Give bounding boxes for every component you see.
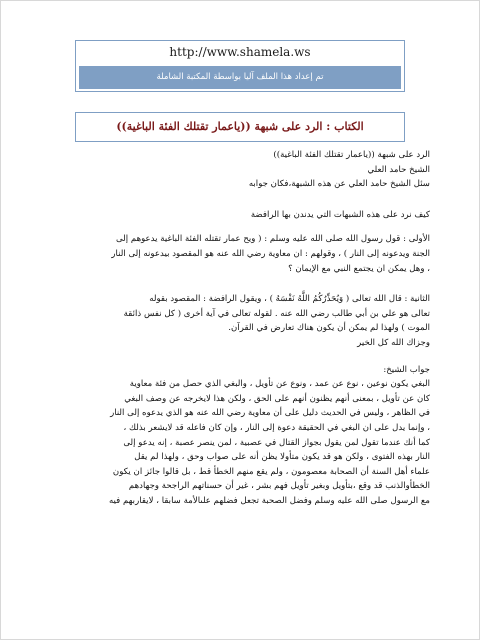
book-title-box: [75, 112, 405, 142]
shamela-header: [75, 40, 405, 92]
answer-line: البغي يكون نوعين ، نوع عن عمد ، ونوع عن تأويل ، والبغي الذي حصل من فئة معاوية: [129, 379, 430, 390]
question-second-line: الموت ) ولهذا لم يمكن أن يكون هناك تعارض في القرآن.: [228, 323, 430, 334]
website-url[interactable]: http://www.shamela.ws: [169, 45, 311, 59]
answer-line: الخطأوالذنب قد وقع ،بتأويل وبغير تأويل فهم بشر ، غير أن حسناتهم الراجحة وجهادهم: [128, 481, 430, 492]
answer-line: ، وإنما يدل على ان البغي في الحقيقة دعوة إلى النار ، وإن كان فاعله قد لايشعر بذلك ،: [123, 422, 430, 433]
intro-line: الرد على شبهة ((ياعمار تقتلك الفئة الباغية)): [273, 150, 430, 160]
question-second-line: تعالى هو علي بن أبي طالب رضي الله عنه . لقوله تعالى في آية أخرى ( كل نفس ذائقة: [123, 308, 430, 319]
answer-line: علماء أهل السنة أن الصحابة معصومون ، ولم يقع منهم الخطأ قط ، بل قالوا جائز ان يكون: [112, 466, 430, 477]
answer-line: كما أنك عندما تقول لمن يقول بجواز القتال في عصبية ، لمن ينصر عصبة ، إنه يدعو إلى: [123, 437, 430, 448]
answer-line: مع الرسول صلى الله عليه وسلم وفضل الصحبة تجعل فضلهم علىالأمة سابقا ، لايقاربهم فيه: [108, 495, 430, 506]
document-body: [48, 148, 430, 508]
question-closing: وجزاك الله كل الخير: [357, 337, 430, 348]
intro-line: الشيخ حامد العلي: [367, 164, 430, 175]
answer-line: كان عن تأويل ، بمعنى أنهم يظنون أنهم على الحق ، ولكن هذا لايخرجه عن وصف البغي: [124, 393, 430, 404]
header-banner: تم إعداد هذا الملف آليا بواسطة المكتبة الشاملة: [79, 66, 401, 89]
question-first-line: ، وهل يمكن ان يجتمع النبي مع الإيمان ؟: [288, 263, 430, 274]
book-title: الكتاب : الرد على شبهة ((ياعمار تقتلك الفئة الباغية)): [116, 120, 364, 133]
question-second-line: الثانية : قال الله تعالى ( وَيُحَذِّرُكُمُ اللَّهُ نَفْسَهُ ) ، ويقول الرافضة : المقصود بقوله: [149, 294, 430, 305]
question-first-line: الأولى : قول رسول الله صلى الله عليه وسلم : ( ويح عمار تقتله الفئة الباغية يدعوهم إلى: [115, 234, 430, 245]
answer-heading: جواب الشيخ:: [383, 364, 430, 375]
question-heading: كيف نرد على هذه الشبهات التي يدندن بها الرافضة: [250, 209, 430, 220]
intro-line: سئل الشيخ حامد العلي عن هذه الشبهة،فكان جوابه: [248, 179, 430, 190]
answer-line: في الظاهر ، وليس في الحديث دليل على أن معاوية رضي الله عنه هو الذي يدعوه إلى النار: [110, 408, 430, 419]
answer-line: النار بهذه الفتوى ، ولكن هو قد يكون متأولا يظن أنه على صواب وحق ، ولهذا لم يقل: [134, 452, 430, 463]
question-first-line: الجنة ويدعونه إلى النار ) ، وقولهم : ان معاوية رضي الله عنه هو المقصود بيدعونه إلى النار: [111, 248, 430, 259]
